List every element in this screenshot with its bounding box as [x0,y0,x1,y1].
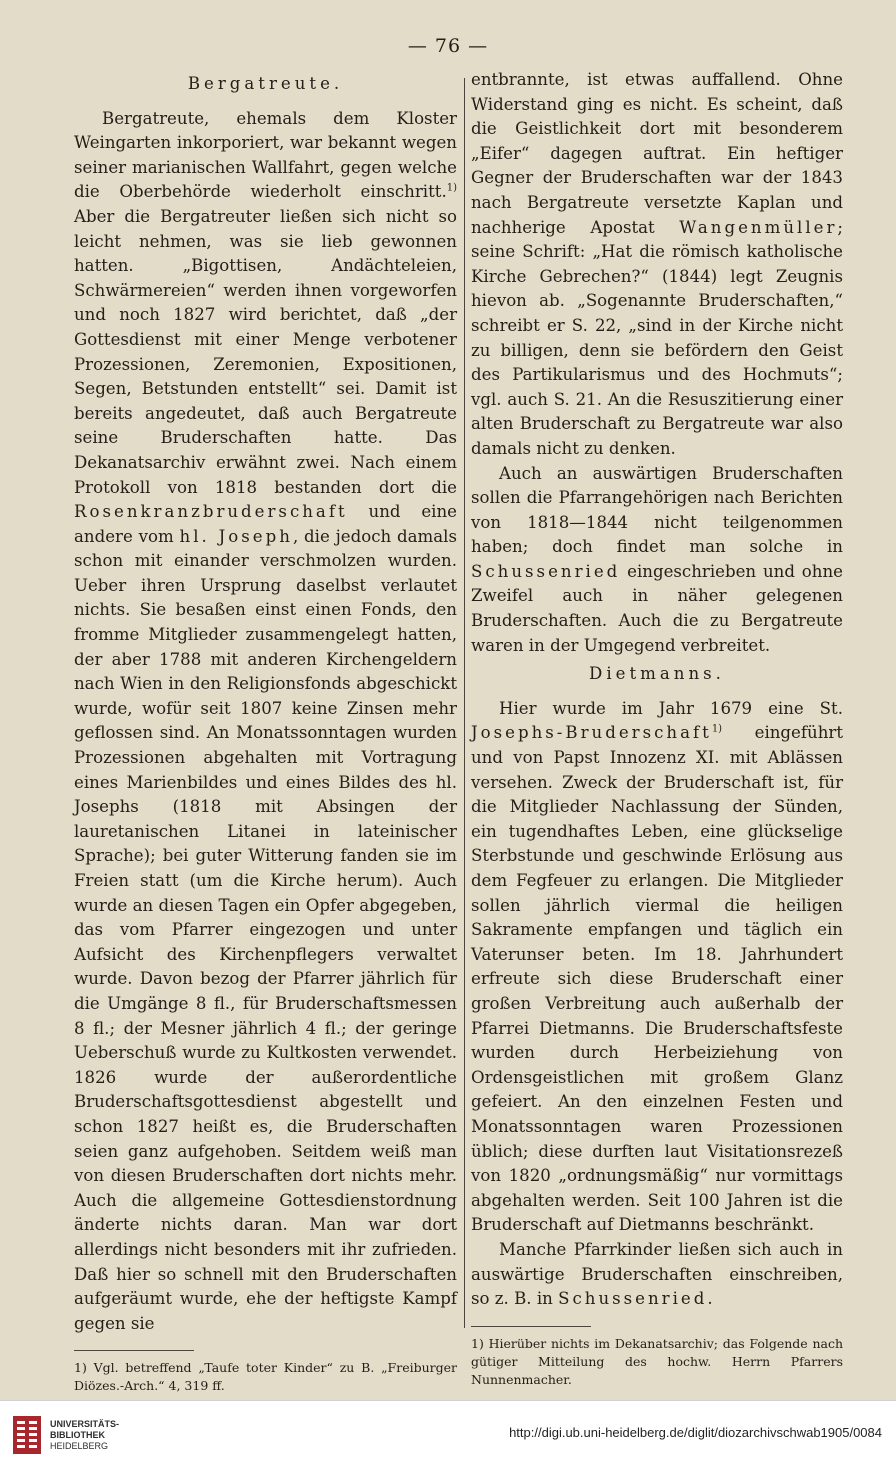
text-run: , die jedoch damals schon mit einander verschmolzen wurden. Ueber ihren Ursprung daselbst verlautet nichts. Sie besaßen einst einen Fonds, den fromme Mitglieder zusammengelegt hatten, der aber 1788 mit anderen Kirchengeldern nach Wien in den Religionsfonds abgeschickt wurde, wofür seit 1807 keine Zinsen mehr geflossen sind. An Monatssonntagen wurden Prozessionen abgehalten mit Vortragung eines Marienbildes und eines Bildes des hl. Josephs (1818 mit Absingen der lauretanischen Litanei in lateinischer Sprache); bei guter Witterung fanden sie im Freien statt (um die Kirche herum). Auch wurde an diesen Tagen ein Opfer abgegeben, das vom Pfarrer eingezogen und unter Aufsicht des Kirchenpflegers verwaltet wurde. Davon bezog der Pfarrer jährlich für die Umgänge 8 fl., für Bruderschaftsmessen 8 fl.; der Mesner jährlich 4 fl.; der geringe Ueberschuß wurde zu Kultkosten verwendet. 1826 wurde der außerordentliche Bruderschaftsgottesdienst abgestellt und schon 1827 heißt es, die Bruderschaften seien ganz aufgehoben. Seitdem weiß man von diesen Bruderschaften dort nichts mehr. Auch die allgemeine Gottesdienstordnung änderte nichts daran. Man war dort allerdings nicht besonders mit ihr zufrieden. Daß hier so schnell mit den Bruderschaften aufgeräumt wurde, ehe der heftigste Kampf gegen sie [74,526,457,1333]
library-name-line: BIBLIOTHEK [50,1430,105,1440]
spaced-term-schussenried: Schussenried [558,1289,708,1309]
spaced-term-schussenried: Schussenried [471,561,621,581]
viewer-footer [0,1400,896,1470]
permalink-url[interactable]: http://digi.ub.uni-heidelberg.de/diglit/diozarchivschwab1905/0084 [509,1425,882,1440]
footnote-marker: 1) [711,723,723,735]
footnote-rule [471,1326,591,1327]
footnote-right: 1) Hierüber nichts im Dekanatsarchiv; das Folgende nach gütiger Mitteilung des hochw. Herrn Pfarrers Nunnenmacher. [471,1335,843,1387]
text-run: entbrannte, ist etwas auffallend. Ohne Widerstand ging es nicht. Es scheint, daß die Geistlichkeit dort mit besonderem „Eifer“ dagegen auftrat. Ein heftiger Gegner der Bruderschaften war der 1843 nach Bergatreute versetzte Kaplan und nachherige Apostat [471,70,843,237]
footnote-marker: 1) [446,182,457,194]
spaced-term-rosenkranz: Rosenkranzbruderschaft [74,502,348,522]
spaced-term-joseph: hl. Joseph [179,526,293,546]
text-run: und eine andere vom [74,502,457,546]
footnote-rule [74,1350,194,1351]
right-paragraph-3 [471,697,843,1238]
section-heading-bergatreute: Bergatreute. [187,74,344,93]
university-seal-icon[interactable] [12,1415,42,1455]
page-number: — 76 — [407,35,489,57]
text-run: eingeschrieben und ohne Zweifel auch in näher gelegenen Bruderschaften. Auch die zu Bergatreute waren in der Umgegend verbreitet. [471,561,843,655]
library-name-line: HEIDELBERG [50,1441,109,1451]
column-divider [464,78,465,1328]
text-run: Manche Pfarrkinder ließen sich auch in auswärtige Bruderschaften einschreiben, so z. B. in [471,1239,843,1309]
library-name [50,1419,119,1452]
footnote-left: 1) Vgl. betreffend „Taufe toter Kinder“ zu B. „Freiburger Diözes.-Arch.“ 4, 319 ff. [74,1360,457,1394]
spaced-term-josephs: Josephs-Bruderschaft [471,723,712,743]
text-run: eingeführt und von Papst Innozenz XI. mit Ablässen versehen. Zweck der Bruderschaft ist, für die Mitglieder Nachlassung der Sünden, ein tugendhaftes Leben, eine glückselige Sterbstunde und geschwinde Erlösung aus dem Fegfeuer zu erlangen. Die Mitglieder sollen jährlich viermal die heiligen Sakramente empfangen und täglich ein Vaterunser beten. Im 18. Jahrhundert erfreute sich diese Bruderschaft einer großen Verbreitung auch außerhalb der Pfarrei Dietmanns. Die Bruderschaftsfeste wurden durch Herbeiziehung von Ordensgeistlichen mit großem Glanz gefeiert. An den einzelnen Festen und Monatssonntagen waren Prozessionen üblich; diese durften laut Visitationsrezeß von 1820 „ordnungsmäßig“ nur vormittags abgehalten werden. Seit 100 Jahren ist die Bruderschaft auf Dietmanns beschränkt. [471,723,843,1235]
left-paragraph [74,107,457,1337]
library-name-line: UNIVERSITÄTS- [50,1419,120,1429]
text-run: Auch an auswärtigen Bruderschaften sollen die Pfarrangehörigen nach Berichten von 1818—1844 nicht teilgenommen haben; doch findet man solche in [471,463,843,557]
right-column [471,68,843,1389]
text-run: Bergatreute, ehemals dem Kloster Weingarten inkorporiert, war bekannt wegen seiner marianischen Wallfahrt, gegen welche die Oberbehörde wiederholt einschritt. [74,108,457,202]
right-paragraph-1 [471,68,843,462]
spaced-term-wangenmueller: Wangenmüller [679,217,838,237]
left-column [74,68,457,1395]
right-paragraph-2 [471,462,843,659]
text-run: ; seine Schrift: „Hat die römisch katholische Kirche Gebrechen?“ (1844) legt Zeugnis hievon ab. „Sogenannte Bruderschaften,“ schreibt er S. 22, „sind in der Kirche nicht zu billigen, denn sie befördern den Geist des Partikularismus und des Hochmuts“; vgl. auch S. 21. An die Resuszitierung einer alten Bruderschaft zu Bergatreute war also damals nicht zu denken. [471,217,843,458]
section-heading-dietmanns: Dietmanns. [589,664,725,684]
text-run: Aber die Bergatreuter ließen sich nicht so leicht nehmen, was sie lieb gewonnen hatten. „Bigottisen, Andächteleien, Schwärmereien“ werden ihnen vorgeworfen und noch 1827 wird berichtet, daß „der Gottesdienst mit einer Menge verbotener Prozessionen, Zeremonien, Expositionen, Segen, Betstunden entstellt“ sei. Damit ist bereits angedeutet, daß auch Bergatreute seine Bruderschaften hatte. Das Dekanatsarchiv erwähnt zwei. Nach einem Protokoll von 1818 bestanden dort die [74,206,457,497]
text-run: . [707,1289,713,1309]
text-run: Hier wurde im Jahr 1679 eine St. [499,698,843,718]
right-paragraph-4 [471,1238,843,1312]
